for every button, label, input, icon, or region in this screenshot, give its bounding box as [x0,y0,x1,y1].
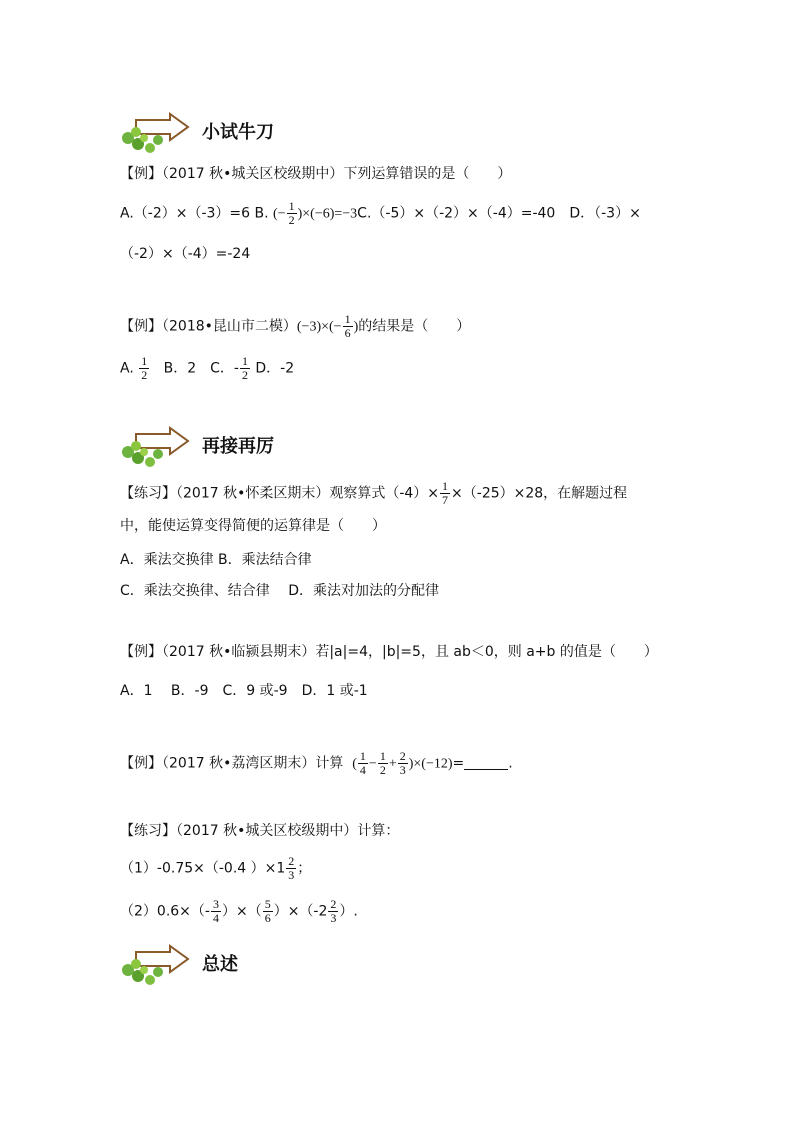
section-title: 总述 [202,954,238,975]
section-title: 再接再厉 [202,436,274,457]
fraction: $\frac{1}{2}$ [141,354,148,382]
q1-options-line2: （-2）×（-4）=-24 [120,246,251,262]
q1-options-line1 [120,200,641,227]
q3-stem: 【练习】（2017 秋•怀柔区期末）观察算式（-4）× $\frac{1}{7}$ ×（-25）×28，在解题过程 [120,479,628,507]
fraction: $\frac{1}{2}$ [288,199,295,227]
answer-blank [464,769,508,770]
fraction: $\frac{2}{3}$ [330,897,337,925]
q6-stem: 【练习】（2017 秋•城关区校级期中）计算： [120,823,400,839]
q1-option-c-d: C.（-5）×（-2）×（-4）=-40 D．（-3）× [357,205,641,222]
fraction: $\frac{1}{2}$ [379,749,386,777]
q4-stem: 【例】（2017 秋•临颍县期末）若|a|=4，|b|=5，且 ab＜0，则 a+b 的值是（ ） [120,644,658,660]
q1-option-b-rest: )×(−6)=−3 [297,206,358,222]
q2-options: A. $\frac{1}{2}$ B．2 C．- $\frac{1}{2}$ D．-2 [120,354,295,382]
q1-stem: 【例】（2017 秋•城关区校级期中）下列运算错误的是（ ） [120,166,512,182]
q6-part2: （2）0.6×（- $\frac{3}{4}$ ）×（ $\frac{5}{6}$ ）×（-2 $\frac{2}{3}$ ）. [120,897,358,925]
q2-stem: 【例】（2018•昆山市二模）(−3)×(− $\frac{1}{6}$ )的结果是（ ） [120,312,471,340]
q1-option-a: A.（-2）×（-3）=6 B. [120,205,269,222]
fraction: $\frac{1}{4}$ [359,749,366,777]
clover-arrow-icon [118,426,190,472]
q3-stem-line2: 中，能使运算变得简便的运算律是（ ） [120,518,386,534]
section-title: 小试牛刀 [202,122,274,143]
q6-part1: （1）-0.75×（-0.4 ）×1 $\frac{2}{3}$ ； [120,854,312,882]
q5-stem: 【例】（2017 秋•荔湾区期末）计算 ( $\frac{1}{4}$ − $\frac{1}{2}$ + $\frac{2}{3}$ )×(−12)= . [120,749,513,777]
q4-options: A．1 B．-9 C．9 或-9 D．1 或-1 [120,683,368,699]
fraction: $\frac{1}{6}$ [344,312,351,340]
fraction: $\frac{5}{6}$ [264,897,271,925]
fraction: $\frac{2}{3}$ [288,854,295,882]
clover-arrow-icon [118,944,190,990]
q3-options-cd: C．乘法交换律、结合律 D．乘法对加法的分配律 [120,583,440,599]
fraction: $\frac{1}{2}$ [241,354,248,382]
q3-options-ab: A．乘法交换律 B．乘法结合律 [120,552,312,568]
fraction: $\frac{2}{3}$ [399,749,406,777]
fraction: $\frac{1}{7}$ [442,479,449,507]
q1-option-b-open: (− [273,206,286,222]
fraction: $\frac{3}{4}$ [212,897,219,925]
clover-arrow-icon [118,112,190,158]
